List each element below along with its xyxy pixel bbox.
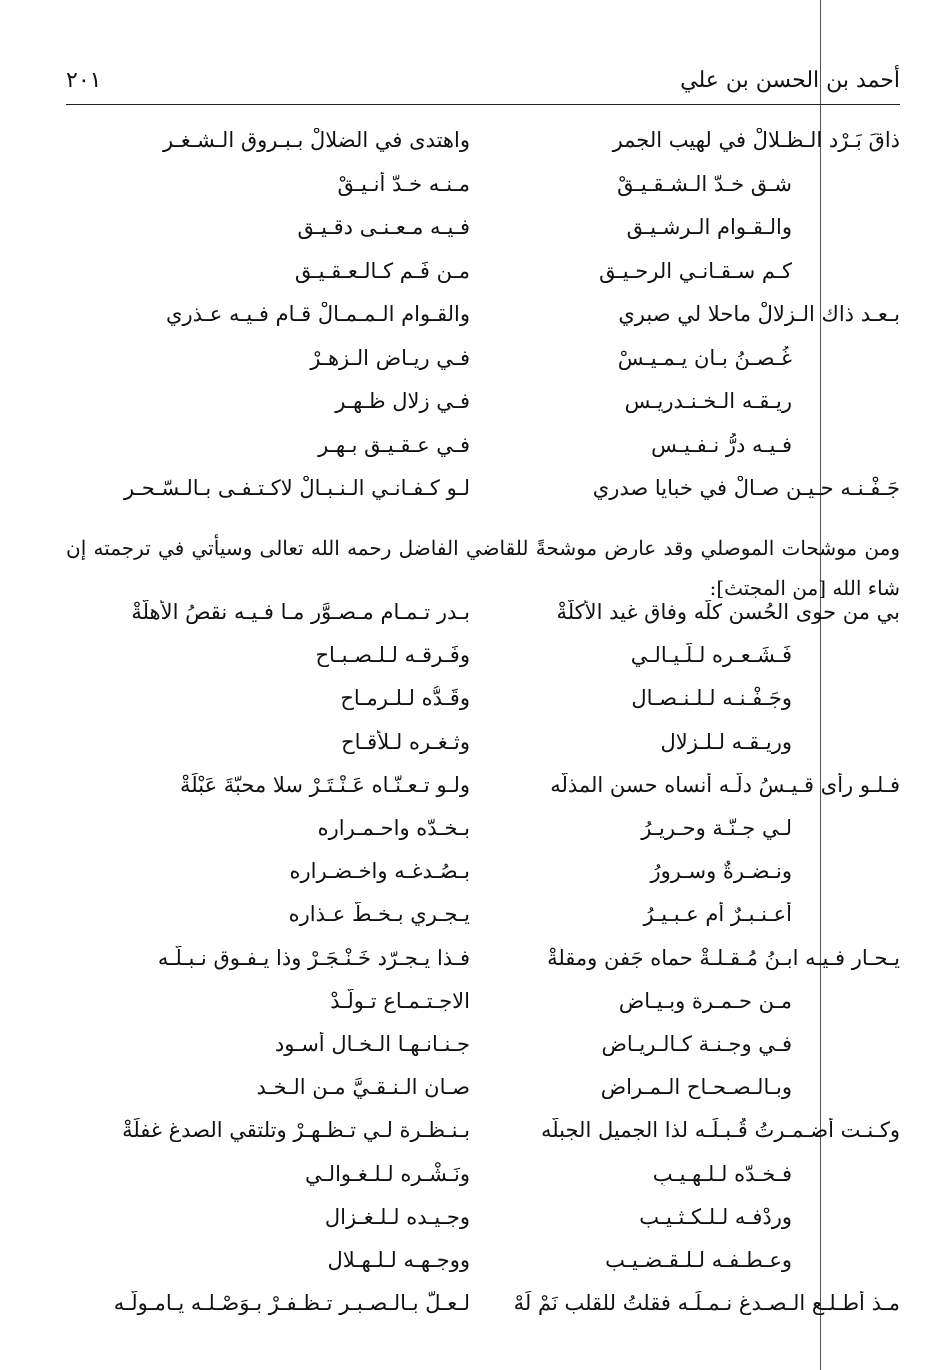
verse-line: [66, 853, 900, 895]
hemistich-left: ووجـهـه لـلـهـلال: [327, 1248, 470, 1272]
running-title: أحمد بن الحسن بن علي: [680, 68, 900, 93]
hemistich-right: غُـصـنُ بـانٍ يـمـيـسْ: [617, 345, 792, 370]
hemistich-right: وكـنـت أضـمـرتُ قُـبـلَـه لذا الجميل الجبلَّه: [540, 1118, 900, 1143]
verse-line: [66, 427, 900, 469]
verse-line: [66, 383, 900, 425]
hemistich-left: ولـو تـعـنّـاه عَـنْـتَـرْ سلا محبّةَ عَبْلَةْ: [180, 772, 470, 797]
hemistich-right: فَـشَـعـره لـلّـيـالـي: [630, 643, 792, 668]
verse-line: [66, 1199, 900, 1241]
verse-line: [66, 340, 900, 382]
hemistich-right: وعـطـفـه لـلـقـضـيـب: [605, 1248, 792, 1272]
verse-line: [66, 594, 900, 636]
verse-line: [66, 1069, 900, 1111]
hemistich-left: فـي ريـاض الـزهـرْ: [310, 345, 470, 370]
hemistich-right: فـيـه درُّ نـفـيـس: [651, 432, 792, 457]
page-number: ٢٠١: [66, 68, 102, 93]
hemistich-left: بـصُـدغـه واخـضـرارِه: [289, 859, 470, 884]
verse-line: [66, 896, 900, 938]
hemistich-right: أعـنـبـرٌ أم عـبـيـرُ: [643, 902, 792, 927]
hemistich-left: جـنـانـهـا الـخـال أسـود: [274, 1032, 470, 1056]
hemistich-left: لـعـلّ بـالـصـبـر تـظـفـرْ بـوَصْـلـه يـامـولَّـه: [113, 1291, 470, 1316]
page-header: [66, 60, 900, 100]
hemistich-left: ونَـشْـره لـلـغـوالـي: [305, 1161, 470, 1186]
verse-line: [66, 810, 900, 852]
verse-line: [66, 680, 900, 722]
verse-line: [66, 983, 900, 1025]
verse-line: [66, 470, 900, 512]
verse-line: [66, 1242, 900, 1284]
verse-line: [66, 1026, 900, 1068]
hemistich-right: فـخـدّه لـلـهـيـبِ: [652, 1161, 792, 1186]
hemistich-left: مـن فَـمٍ كـالـعـقـيـق: [294, 258, 470, 283]
verse-line: [66, 296, 900, 338]
verse-line: [66, 724, 900, 766]
hemistich-right: وريـقـه لـلـزلال: [660, 729, 792, 754]
hemistich-right: وجَـفْـنـه لـلـنـصـال: [631, 686, 792, 711]
hemistich-left: وقَـدُّه لـلـرمـاح: [340, 686, 470, 711]
hemistich-left: بـخـدّه واحـمـرارِه: [317, 816, 470, 840]
hemistich-left: بـدر تـمـام مـصـوَّر مـا فـيـه نقصُ الأهلّةْ: [131, 600, 470, 624]
hemistich-left: فـذا يـجـرّد خَـنْـجَـرْ وذا يـفـوق نـبـلّـه: [157, 945, 470, 970]
verse-line: [66, 1156, 900, 1198]
header-rule: [66, 104, 900, 105]
hemistich-right: فـلـو رأى قـيـسُ دلَّـه أنساه حسن المذلَّه: [550, 772, 900, 797]
verse-line: [66, 166, 900, 208]
hemistich-left: فـيـه مـعـنـى دقـيـق: [297, 215, 470, 239]
verse-line: [66, 1285, 900, 1327]
hemistich-left: فـي زلال ظـهـر: [335, 389, 470, 413]
hemistich-left: واهتدى في الضلالْ بـبـروق الـشـغـر: [163, 128, 470, 152]
hemistich-right: شـق خـدّ الـشـقـيـقْ: [617, 171, 792, 196]
hemistich-right: بـعـد ذاك الـزلالْ ماحلا لي صبري: [618, 302, 900, 326]
hemistich-left: وفَـرقـه لـلـصـبـاحِ: [315, 643, 470, 668]
verse-line: [66, 209, 900, 251]
hemistich-right: وبـالـصـحـاح الـمـراض: [600, 1075, 792, 1100]
hemistich-left: وثـغـره لـلأقـاح: [341, 729, 470, 754]
prose-paragraph: ومن موشحات الموصلي وقد عارض موشحةً للقاضي الفاضل رحمه الله تعالى وسيأتي في ترجمته إن شاء الله [من المجتث]:: [66, 536, 900, 600]
hemistich-left: فـي عـقـيـقٍ بـهـر: [318, 432, 470, 457]
hemistich-left: يـجـري بـخـطّ عـذارِه: [288, 902, 470, 927]
hemistich-left: صـان الـنـقـيَّ مـن الـخـد: [256, 1075, 470, 1100]
verse-line: [66, 253, 900, 295]
verse-line: [66, 637, 900, 679]
hemistich-right: بي من حوى الحُسن كلّه وفاق غيد الأكلّةْ: [556, 600, 900, 624]
verse-line: [66, 1112, 900, 1154]
verse-line: [66, 940, 900, 982]
verse-line: [66, 767, 900, 809]
hemistich-right: جَـفْـنـه حـيـن صـالْ في خبايا صدري: [592, 476, 900, 500]
hemistich-right: فـي وجـنـة كـالـريـاض: [601, 1032, 792, 1056]
hemistich-right: لـي جـنّـة وحـريـرُ: [641, 816, 792, 840]
hemistich-right: مـن حـمـرة وبـيـاض: [618, 988, 792, 1013]
hemistich-right: مـذ أطـلـع الـصـدغ نـمـلَـه فقلتُ للقلب نَمْ لَهْ: [513, 1291, 900, 1316]
hemistich-left: الاجـتـمـاع تـولّـدْ: [330, 988, 470, 1013]
hemistich-left: والقـوام الـمـمـالْ قـام فـيـه عـذري: [166, 302, 470, 326]
hemistich-left: بـنـظـرة لـي تـظـهـرْ وتلتقي الصدغ غفلَةْ: [122, 1118, 470, 1143]
hemistich-left: لـو كـفـانـي الـنـبـالْ لاكـتـفـى بـالـسّـحـرِ: [124, 476, 470, 500]
hemistich-right: كـم سـقـانـي الرحـيـق: [599, 258, 792, 283]
hemistich-left: وجـيـده لـلـغـزال: [324, 1204, 470, 1229]
hemistich-right: والـقـوام الـرشـيـق: [626, 215, 792, 239]
hemistich-right: يـحـار فـيـه ابـنُ مُـقـلـةْ حماه جَفن ومقلةْ: [547, 945, 900, 970]
hemistich-right: ذاقَ بَـرْد الـظـلالْ في لهيب الجمرِ: [612, 128, 900, 152]
hemistich-left: مـنـه خـدّ أنـيـقْ: [337, 171, 470, 196]
verse-line: [66, 122, 900, 164]
hemistich-right: ريـقـه الـخـنـدريـس: [624, 389, 792, 413]
hemistich-right: ونـضـرةٌ وسـرورُ: [650, 859, 792, 884]
hemistich-right: ورِدْفـه لـلـكـثـيـب: [639, 1204, 792, 1229]
